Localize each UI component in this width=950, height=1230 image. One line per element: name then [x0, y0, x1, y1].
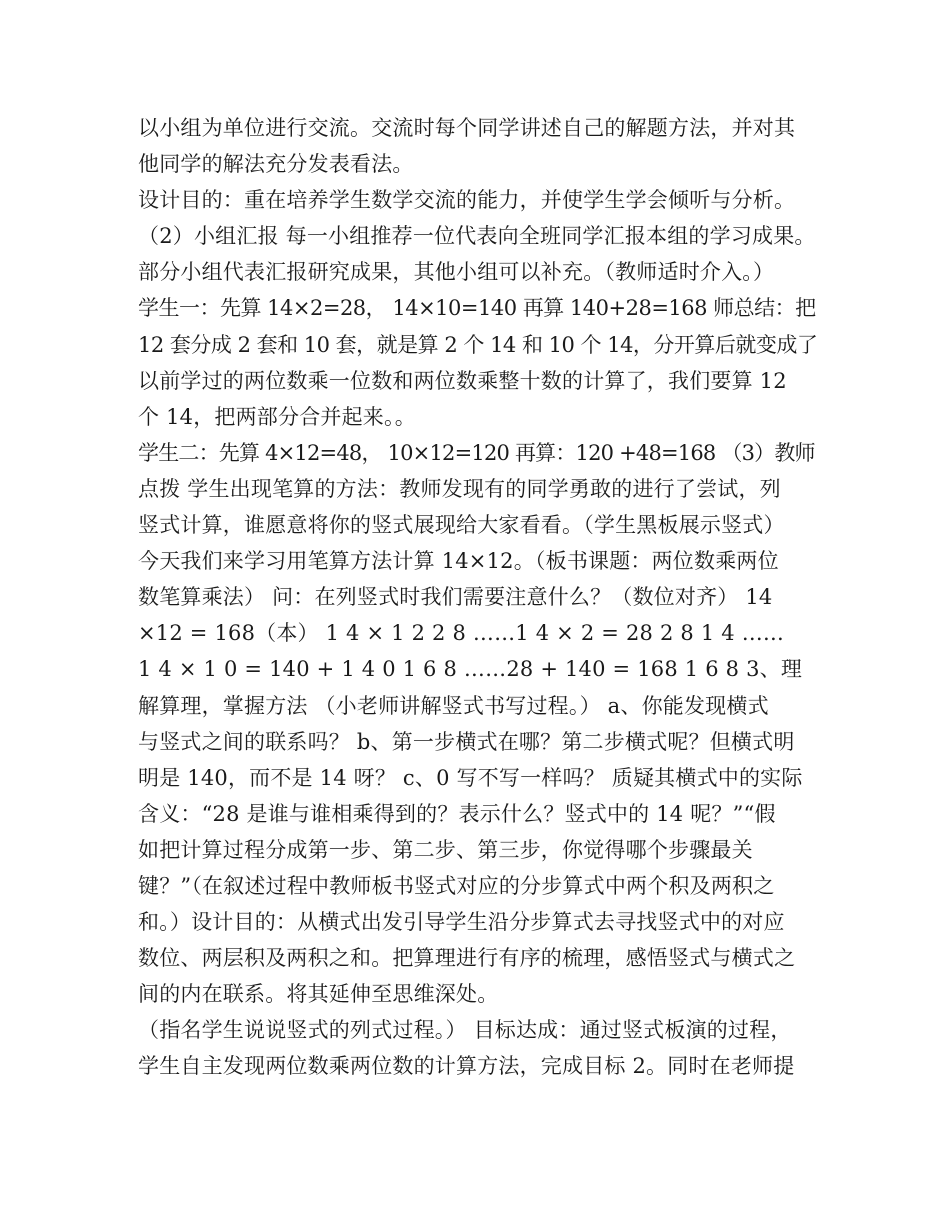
text-line: 数位、两层积及两积之和。把算理进行有序的梳理，感悟竖式与横式之 — [138, 946, 796, 971]
text-line: 今天我们来学习用笔算方法计算 14×12。（板书课题：两位数乘两位 — [138, 549, 779, 574]
text-line: （2）小组汇报 每一小组推荐一位代表向全班同学汇报本组的学习成果。 — [138, 224, 816, 249]
text-line: 以前学过的两位数乘一位数和两位数乘整十数的计算了，我们要算 12 — [138, 368, 787, 393]
text-line: 含义：“28 是谁与谁相乘得到的？表示什么？竖式中的 14 呢？”“假 — [138, 801, 776, 826]
text-line: 设计目的：重在培养学生数学交流的能力，并使学生学会倾听与分析。 — [138, 188, 796, 213]
text-line: 竖式计算，谁愿意将你的竖式展现给大家看看。（学生黑板展示竖式） — [138, 513, 785, 538]
text-line: 他同学的解法充分发表看法。 — [138, 152, 414, 177]
text-line: 12 套分成 2 套和 10 套，就是算 2 个 14 和 10 个 14，分开算后就变成了 — [138, 332, 818, 357]
text-line: 学生二：先算 4×12=48， 10×12=120 再算：120 +48=168 （3）教师 — [138, 440, 815, 465]
text-line: 间的内在联系。将其延伸至思维深处。 — [138, 982, 499, 1007]
text-line: ×12 = 168（本） 1 4 × 1 2 2 8 ……1 4 × 2 = 28 2 8 1 4 …… — [138, 621, 785, 646]
body-text — [138, 110, 818, 1085]
text-line: 学生自主发现两位数乘两位数的计算方法，完成目标 2。同时在老师提 — [138, 1054, 795, 1079]
text-line: 和。）设计目的：从横式出发引导学生沿分步算式去寻找竖式中的对应 — [138, 910, 785, 935]
text-line: 以小组为单位进行交流。交流时每个同学讲述自己的解题方法，并对其 — [138, 116, 796, 140]
text-line: 学生一：先算 14×2=28， 14×10=140 再算 140+28=168 师总结：把 — [138, 296, 816, 321]
text-line: 数笔算乘法） 问：在列竖式时我们需要注意什么？（数位对齐） 14 — [138, 585, 773, 610]
text-line: （指名学生说说竖式的列式过程。） 目标达成：通过竖式板演的过程， — [138, 1018, 792, 1043]
text-line: 1 4 × 1 0 = 140 + 1 4 0 1 6 8 ……28 + 140 = 168 1 6 8 3、理 — [138, 657, 803, 682]
text-line: 如把计算过程分成第一步、第二步、第三步，你觉得哪个步骤最关 — [138, 837, 753, 862]
text-line: 点拨 学生出现笔算的方法：教师发现有的同学勇敢的进行了尝试，列 — [138, 476, 781, 501]
text-line: 部分小组代表汇报研究成果，其他小组可以补充。（教师适时介入。） — [138, 260, 775, 285]
text-line: 键？”（在叙述过程中教师板书竖式对应的分步算式中两个积及两积之 — [138, 873, 775, 898]
text-line: 个 14，把两部分合并起来。。 — [138, 404, 416, 429]
text-line: 解算理，掌握方法 （小老师讲解竖式书写过程。） a、你能发现横式 — [138, 693, 769, 718]
text-line: 与竖式之间的联系吗？ b、第一步横式在哪？第二步横式呢？但横式明 — [138, 729, 795, 754]
text-line: 明是 140，而不是 14 呀？ c、0 写不写一样吗？ 质疑其横式中的实际 — [138, 765, 803, 790]
